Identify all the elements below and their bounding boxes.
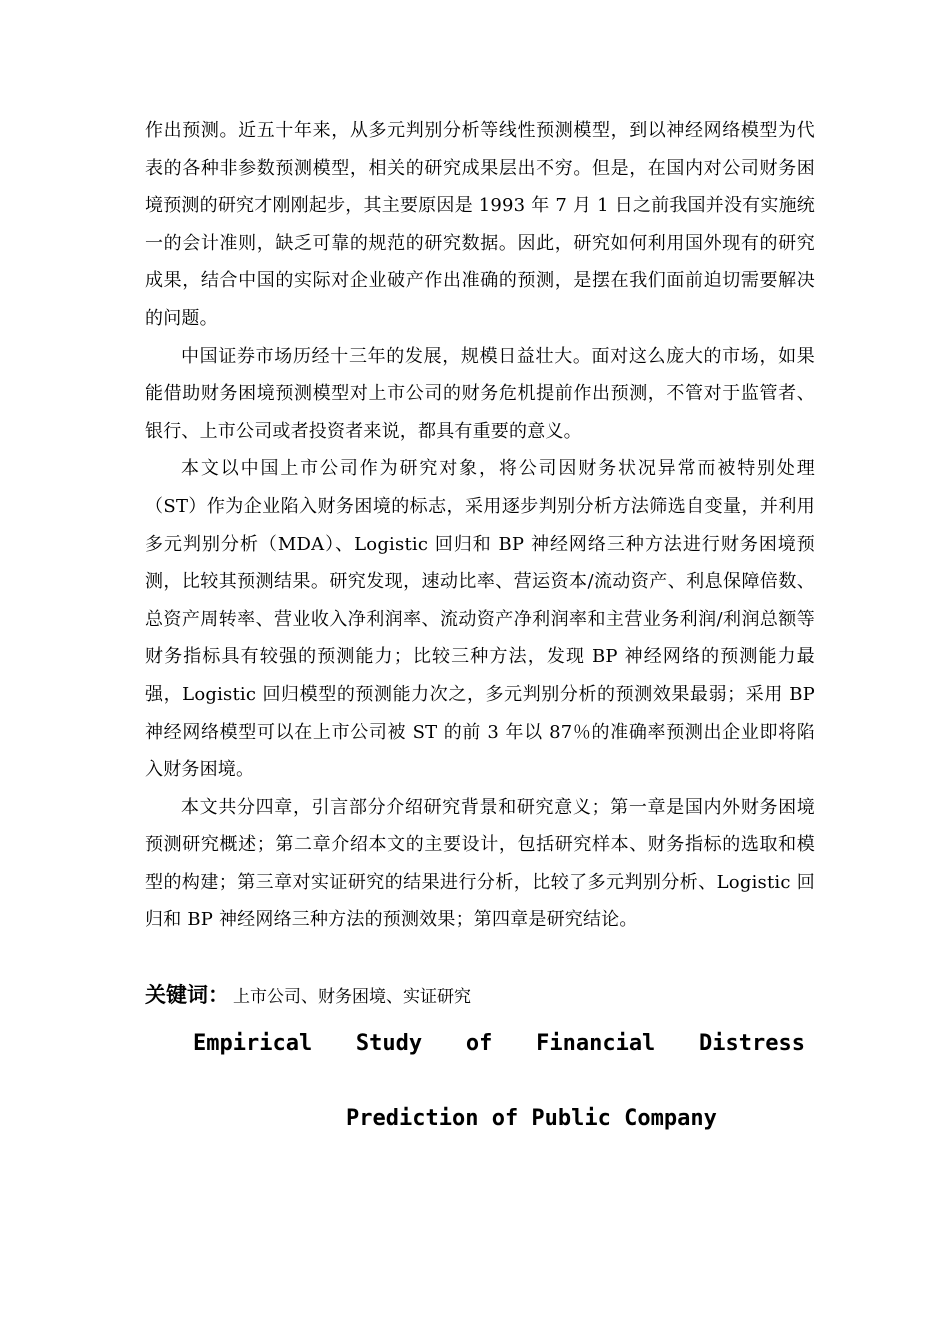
english-title-line-2: Prediction of Public Company (346, 1106, 717, 1131)
abstract-paragraph-1: 作出预测。近五十年来，从多元判别分析等线性预测模型，到以神经网络模型为代表的各种非参数预测模型，相关的研究成果层出不穷。但是，在国内对公司财务困境预测的研究才刚刚起步，其主要原因是 1993 年 7 月 1 日之前我国并没有实施统一的会计准则，缺乏可靠的规范的研究数据。因此，研究如何利用国外现有的研究成果，结合中国的实际对企业破产作出准确的预测，是摆在我们面前迫切需要解决的问题。 (145, 120, 815, 329)
keywords-value: 上市公司、财务困境、实证研究 (233, 987, 471, 1007)
english-title-line-1: Empirical Study of Financial Distress (193, 1031, 805, 1056)
keywords-label: 关键词： (145, 983, 229, 1007)
abstract-paragraph-4: 本文共分四章，引言部分介绍研究背景和研究意义；第一章是国内外财务困境预测研究概述；第二章介绍本文的主要设计，包括研究样本、财务指标的选取和模型的构建；第三章对实证研究的结果进行分析，比较了多元判别分析、Logistic 回归和 BP 神经网络三种方法的预测效果；第四章是研究结论。 (145, 796, 815, 931)
keywords-line (145, 980, 815, 1012)
abstract-paragraph-2: 中国证券市场历经十三年的发展，规模日益壮大。面对这么庞大的市场，如果能借助财务困境预测模型对上市公司的财务危机提前作出预测，不管对于监管者、银行、上市公司或者投资者来说，都具有重要的意义。 (145, 345, 815, 442)
abstract-paragraph-3: 本文以中国上市公司作为研究对象，将公司因财务状况异常而被特别处理（ST）作为企业陷入财务困境的标志，采用逐步判别分析方法筛选自变量，并利用多元判别分析（MDA）、Logistic 回归和 BP 神经网络三种方法进行财务困境预测，比较其预测结果。研究发现，速动比率、营运资本/流动资产、利息保障倍数、总资产周转率、营业收入净利润率、流动资产净利润率和主营业务利润/利润总额等财务指标具有较强的预测能力；比较三种方法，发现 BP 神经网络的预测能力最强，Logistic 回归模型的预测能力次之，多元判别分析的预测效果最弱；采用 BP 神经网络模型可以在上市公司被 ST 的前 3 年以 87％的准确率预测出企业即将陷入财务困境。 (145, 458, 815, 781)
abstract-body (145, 112, 815, 939)
